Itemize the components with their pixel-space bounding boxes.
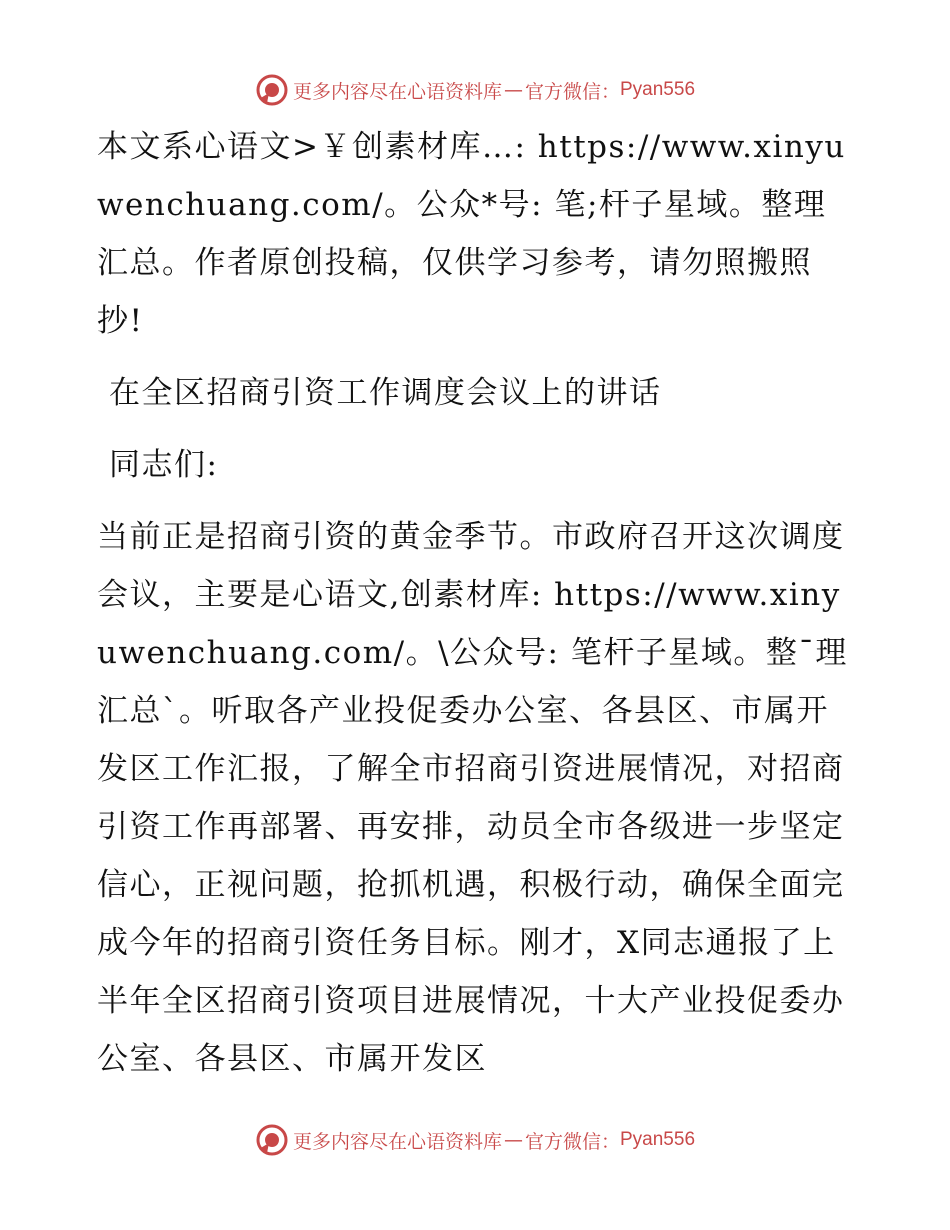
body-paragraph: 当前正是招商引资的黄金季节。市政府召开这次调度会议，主要是心语文,创素材库: https://www.xinyuwenchuang.com/。\公众号: 笔杆子星域。整¯理汇总`。听取各产业投促委办公室、各县区、市属开发区工作汇报，了解全市招商引资进展情况，对招商引资工作再部署、再安排，动员全市各级进一步坚定信心，正视问题，抢抓机遇，积极行动，确保全面完成今年的招商引资任务目标。刚才，X同志通报了上半年全区招商引资项目进展情况，十大产业投促委办公室、各县区、市属开发区 <box>97 519 848 1077</box>
brand-logo-icon <box>255 1123 289 1157</box>
footer-banner <box>0 1120 950 1160</box>
banner-wechat-label: 官方微信： <box>524 80 620 103</box>
brand-logo-icon <box>255 73 289 107</box>
greeting: 同志们: <box>109 447 219 483</box>
banner-text: 更多内容尽在心语资料库 <box>292 80 502 103</box>
copyright-notice: 本文系心语文>￥创素材库…: https://www.xinyuwenchuang.com/。公众*号: 笔;杆子星域。整理汇总。作者原创投稿，仅供学习参考，请勿照搬照抄! <box>97 129 846 339</box>
banner-handle: Pyan556 <box>620 1129 696 1150</box>
banner-wechat-label: 官方微信： <box>524 1130 620 1153</box>
banner-dash: — <box>503 1129 523 1151</box>
banner-text: 更多内容尽在心语资料库 <box>292 1130 502 1153</box>
document-title: 在全区招商引资工作调度会议上的讲话 <box>109 375 662 411</box>
document-body <box>97 118 857 1088</box>
header-banner <box>0 70 950 110</box>
banner-handle: Pyan556 <box>620 79 696 100</box>
banner-dash: — <box>503 79 523 101</box>
